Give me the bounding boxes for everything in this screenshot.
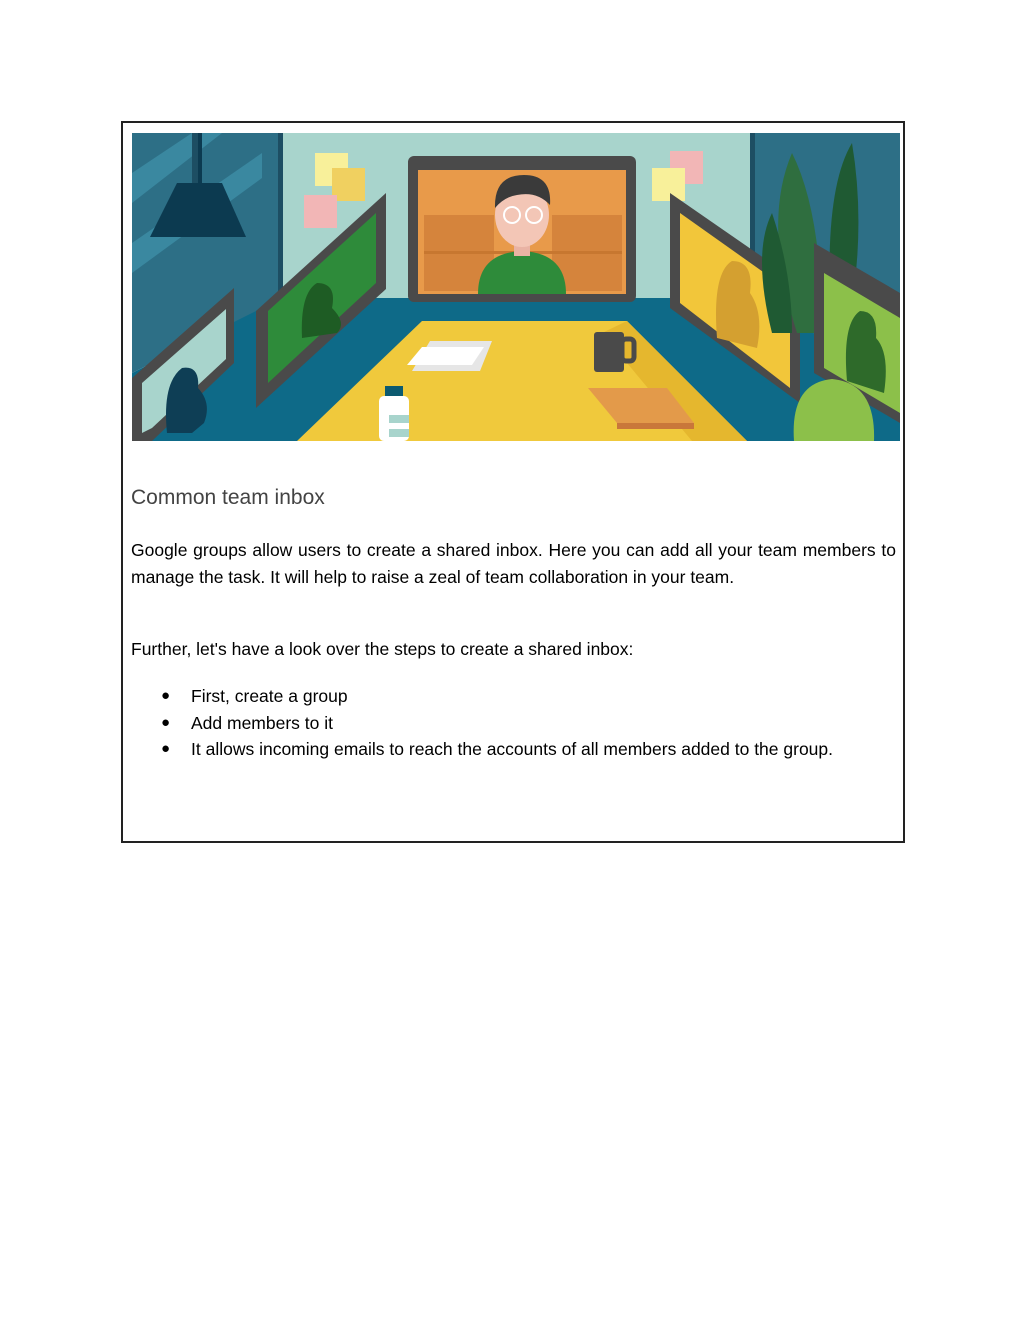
window-frame xyxy=(278,133,283,308)
meeting-room-illustration xyxy=(132,133,900,441)
lamp-cord xyxy=(198,133,202,183)
bullet-icon: ● xyxy=(161,740,171,757)
sticky-note xyxy=(652,168,685,201)
intro-paragraph: Google groups allow users to create a shared inbox. Here you can add all your team members to manage the task. It will help to raise a zeal of team collaboration in your team. xyxy=(131,540,896,587)
list-item xyxy=(131,683,896,710)
section-heading: Common team inbox xyxy=(131,486,325,509)
water-bottle-label xyxy=(389,415,409,423)
step-text: Add members to it xyxy=(191,712,333,733)
step-text: It allows incoming emails to reach the accounts of all members added to the group. xyxy=(191,739,834,759)
water-bottle-cap xyxy=(385,386,403,396)
bullet-icon: ● xyxy=(161,713,171,731)
steps-intro-paragraph: Further, let's have a look over the steps to create a shared inbox: xyxy=(131,639,634,659)
notebook-edge xyxy=(617,423,694,429)
list-item xyxy=(131,736,896,763)
sticky-note xyxy=(304,195,337,228)
bullet-icon: ● xyxy=(161,687,171,704)
content-box xyxy=(121,121,905,843)
step-text: First, create a group xyxy=(191,686,348,706)
steps-list xyxy=(131,683,896,763)
list-item xyxy=(131,710,896,737)
water-bottle-label xyxy=(389,429,409,437)
